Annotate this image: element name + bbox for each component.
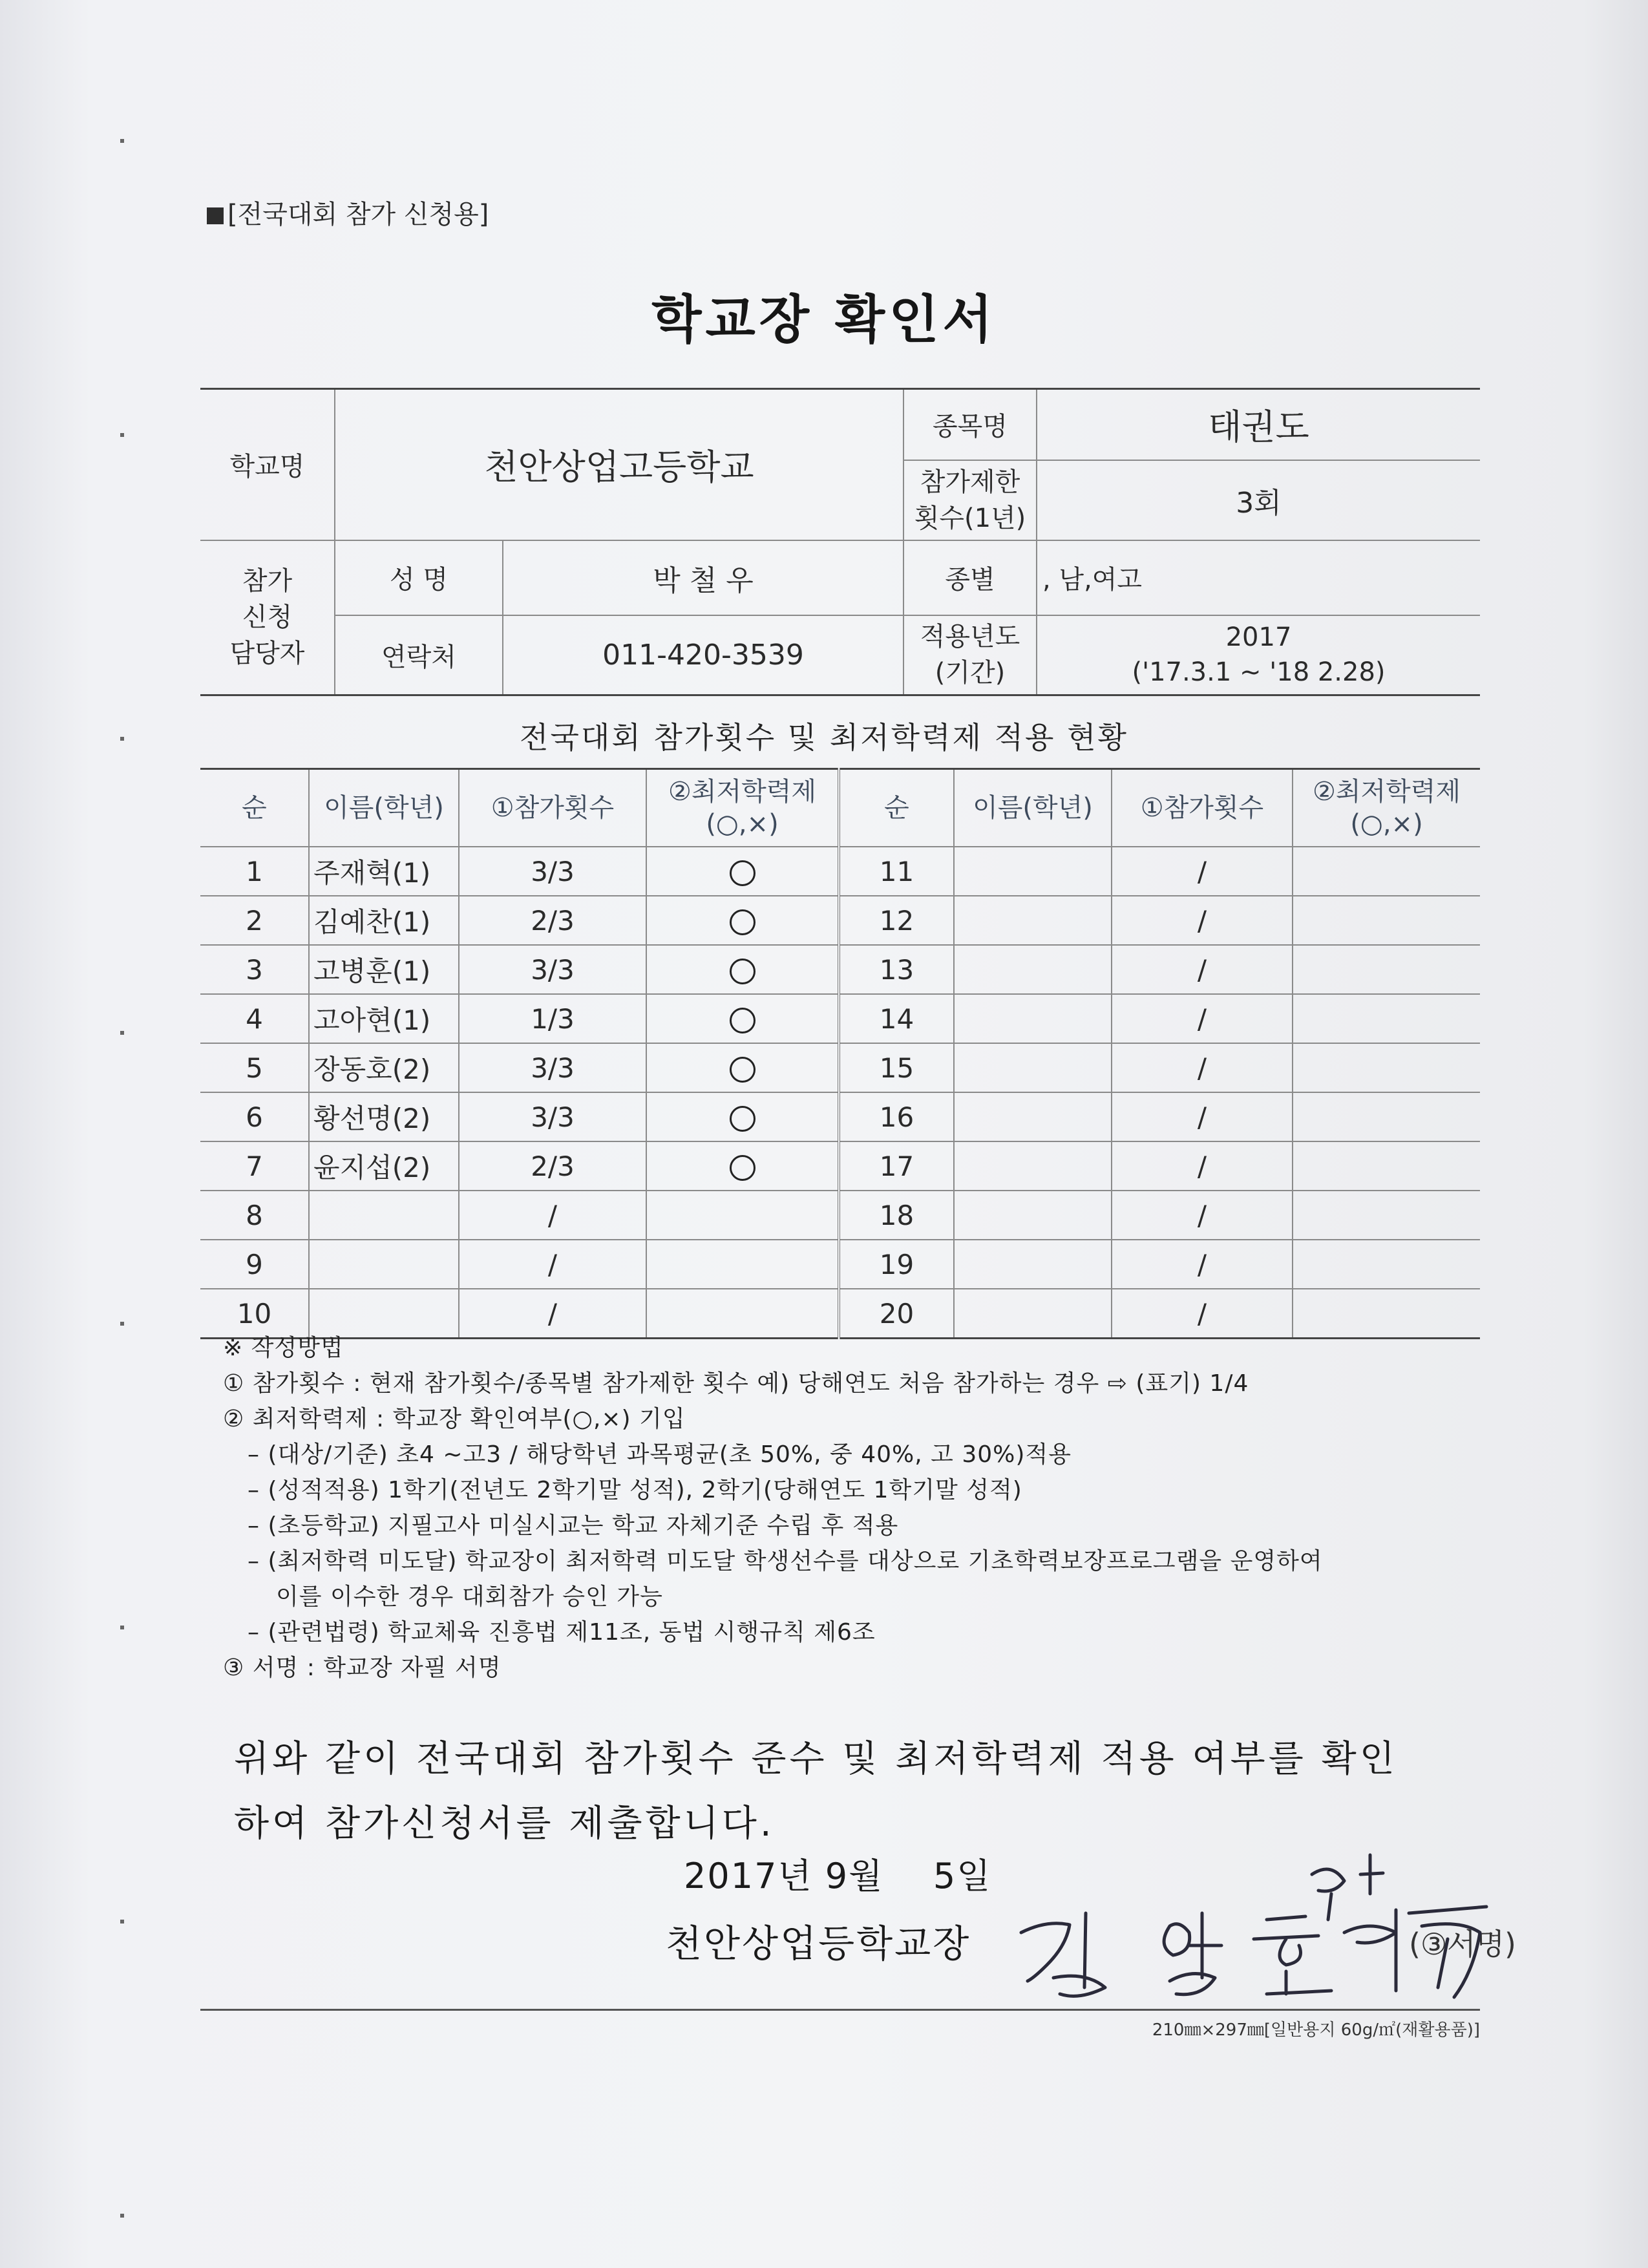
athlete-name — [954, 994, 1112, 1043]
square-bullet-icon — [207, 207, 224, 224]
instruction-line: ② 최저학력제 : 학교장 확인여부(○,×) 기입 — [223, 1406, 686, 1432]
period-label: 적용년도 (기간) — [903, 615, 1037, 695]
limit-label: 참가제한 횟수(1년) — [903, 460, 1037, 540]
min-academic-check — [1293, 994, 1480, 1043]
applicant-label: 참가 신청 담당자 — [200, 540, 335, 695]
scan-mark — [120, 1031, 124, 1035]
participation-count: 2/3 — [459, 1141, 646, 1191]
participation-count: / — [459, 1240, 646, 1289]
table-row — [200, 1043, 1480, 1092]
min-academic-check — [646, 1043, 839, 1092]
row-number: 2 — [200, 896, 309, 945]
participation-count: 1/3 — [459, 994, 646, 1043]
period-year: 2017 — [1225, 622, 1292, 653]
column-count-header: ①참가횟수 — [1112, 769, 1293, 847]
participation-count: 3/3 — [459, 847, 646, 896]
table-row — [200, 994, 1480, 1043]
declaration-line-2: 하여 참가신청서를 제출합니다. — [234, 1803, 775, 1845]
column-count-header: ①참가횟수 — [459, 769, 646, 847]
document-title: 학교장 확인서 — [651, 290, 997, 350]
scan-mark — [120, 433, 124, 437]
scan-mark — [120, 139, 124, 143]
row-number: 15 — [839, 1043, 954, 1092]
min-academic-check — [646, 994, 839, 1043]
principal-title: 천안상업등학교장 — [666, 1922, 971, 1966]
table-row — [200, 1092, 1480, 1141]
row-number: 17 — [839, 1141, 954, 1191]
table-row — [200, 896, 1480, 945]
athlete-name: 장동호(2) — [309, 1043, 459, 1092]
handwritten-signature — [1008, 1849, 1499, 2004]
row-number: 19 — [839, 1240, 954, 1289]
table-row — [200, 1141, 1480, 1191]
instruction-line: – (최저학력 미도달) 학교장이 최저학력 미도달 학생선수를 대상으로 기초학력보장프로그램을 운영하여 — [248, 1548, 1323, 1574]
school-label: 학교명 — [200, 389, 335, 540]
athlete-name — [954, 1092, 1112, 1141]
row-number: 18 — [839, 1191, 954, 1240]
column-min-academic-header: ②최저학력제 (○,×) — [1293, 769, 1480, 847]
row-number: 4 — [200, 994, 309, 1043]
min-academic-check — [646, 1191, 839, 1240]
participation-count: / — [1112, 1092, 1293, 1141]
circle-mark-icon — [730, 959, 755, 984]
min-academic-check — [646, 896, 839, 945]
instruction-line: ※ 작성방법 — [223, 1335, 344, 1361]
table-header-row — [200, 769, 1480, 847]
contact-value: 011-420-3539 — [503, 615, 903, 695]
name-label: 성 명 — [335, 540, 503, 615]
submission-date: 2017년 9월 5일 — [684, 1856, 992, 1896]
participation-count: / — [459, 1289, 646, 1339]
signature-label: (③서명) — [1409, 1927, 1517, 1962]
row-number: 14 — [839, 994, 954, 1043]
min-academic-check — [646, 1141, 839, 1191]
instruction-line: – (성적적용) 1학기(전년도 2학기말 성적), 2학기(당해연도 1학기말 성적) — [248, 1477, 1022, 1503]
min-academic-check — [1293, 1092, 1480, 1141]
athlete-name — [954, 1043, 1112, 1092]
athlete-name — [309, 1191, 459, 1240]
scan-mark — [120, 1626, 124, 1629]
section-title: 전국대회 참가횟수 및 최저학력제 적용 현황 — [520, 720, 1128, 755]
participation-count: / — [1112, 1240, 1293, 1289]
participation-count: / — [1112, 1289, 1293, 1339]
participation-count: / — [1112, 1141, 1293, 1191]
period-value — [1037, 615, 1480, 695]
min-academic-check — [646, 945, 839, 994]
name-value: 박 철 우 — [503, 540, 903, 615]
row-number: 5 — [200, 1043, 309, 1092]
instruction-line: – (대상/기준) 초4 ~고3 / 해당학년 과목평균(초 50%, 중 40%, 고 30%)적용 — [248, 1441, 1072, 1468]
row-number: 9 — [200, 1240, 309, 1289]
circle-mark-icon — [730, 1008, 755, 1033]
circle-mark-icon — [730, 909, 755, 935]
min-academic-check — [1293, 1043, 1480, 1092]
footer-divider — [200, 2009, 1480, 2011]
declaration — [234, 1727, 1398, 1856]
table-row — [200, 1191, 1480, 1240]
row-number: 6 — [200, 1092, 309, 1141]
participation-count: 3/3 — [459, 1043, 646, 1092]
participation-count: 2/3 — [459, 896, 646, 945]
min-academic-check — [1293, 1191, 1480, 1240]
athlete-name: 고병훈(1) — [309, 945, 459, 994]
scan-mark — [120, 1322, 124, 1326]
instruction-line: ① 참가횟수 : 현재 참가횟수/종목별 참가제한 횟수 예) 당해연도 처음 참가하는 경우 ⇨ (표기) 1/4 — [223, 1370, 1249, 1397]
row-number: 16 — [839, 1092, 954, 1141]
min-academic-check — [1293, 847, 1480, 896]
table-row — [200, 1240, 1480, 1289]
participation-count: / — [1112, 847, 1293, 896]
athlete-name — [954, 847, 1112, 896]
min-academic-check — [1293, 896, 1480, 945]
sport-value: 태권도 — [1037, 389, 1480, 460]
gender-value: , 남,여고 — [1037, 540, 1480, 615]
athlete-name: 윤지섭(2) — [309, 1141, 459, 1191]
row-number: 1 — [200, 847, 309, 896]
paper-spec: 210㎜×297㎜[일반용지 60g/㎡(재활용품)] — [1152, 2020, 1480, 2040]
circle-mark-icon — [730, 860, 755, 886]
column-no-header: 순 — [200, 769, 309, 847]
instruction-line: 이를 이수한 경우 대회참가 승인 가능 — [276, 1584, 663, 1610]
min-academic-check — [1293, 1141, 1480, 1191]
column-no-header: 순 — [839, 769, 954, 847]
participation-count: / — [1112, 896, 1293, 945]
participation-count: 3/3 — [459, 945, 646, 994]
declaration-line-1: 위와 같이 전국대회 참가횟수 준수 및 최저학력제 적용 여부를 확인 — [234, 1738, 1398, 1780]
gender-label: 종별 — [903, 540, 1037, 615]
info-table — [200, 388, 1480, 696]
row-number: 20 — [839, 1289, 954, 1339]
scan-mark — [120, 2214, 124, 2218]
table-row — [200, 847, 1480, 896]
column-name-header: 이름(학년) — [309, 769, 459, 847]
min-academic-check — [646, 1240, 839, 1289]
min-academic-check — [1293, 945, 1480, 994]
athlete-name: 고아현(1) — [309, 994, 459, 1043]
athlete-name — [954, 1141, 1112, 1191]
period-range: ('17.3.1 ~ '18 2.28) — [1132, 657, 1386, 688]
scan-mark — [120, 737, 124, 741]
instructions — [223, 1330, 1323, 1686]
min-academic-check — [646, 847, 839, 896]
athlete-name: 황선명(2) — [309, 1092, 459, 1141]
row-number: 7 — [200, 1141, 309, 1191]
row-number: 13 — [839, 945, 954, 994]
row-number: 10 — [200, 1289, 309, 1339]
scan-mark — [120, 1920, 124, 1924]
row-number: 3 — [200, 945, 309, 994]
column-min-academic-header: ②최저학력제 (○,×) — [646, 769, 839, 847]
athlete-name — [954, 1191, 1112, 1240]
athlete-name — [954, 1240, 1112, 1289]
participation-count: / — [1112, 1043, 1293, 1092]
status-table — [200, 768, 1480, 1339]
instruction-line: ③ 서명 : 학교장 자필 서명 — [223, 1655, 502, 1681]
form-category-label: [전국대회 참가 신청용] — [207, 194, 489, 231]
min-academic-check — [1293, 1240, 1480, 1289]
row-number: 11 — [839, 847, 954, 896]
athlete-name — [954, 945, 1112, 994]
row-number: 8 — [200, 1191, 309, 1240]
circle-mark-icon — [730, 1106, 755, 1132]
contact-label: 연락처 — [335, 615, 503, 695]
participation-count: / — [1112, 1191, 1293, 1240]
athlete-name: 주재혁(1) — [309, 847, 459, 896]
row-number: 12 — [839, 896, 954, 945]
table-row — [200, 945, 1480, 994]
participation-count: / — [1112, 945, 1293, 994]
athlete-name: 김예찬(1) — [309, 896, 459, 945]
circle-mark-icon — [730, 1057, 755, 1083]
min-academic-check — [646, 1092, 839, 1141]
school-value: 천안상업고등학교 — [335, 389, 903, 540]
participation-count: / — [459, 1191, 646, 1240]
instruction-line: – (초등학교) 지필고사 미실시교는 학교 자체기준 수립 후 적용 — [248, 1512, 899, 1539]
limit-value: 3회 — [1037, 460, 1480, 540]
column-name-header: 이름(학년) — [954, 769, 1112, 847]
participation-count: 3/3 — [459, 1092, 646, 1141]
participation-count: / — [1112, 994, 1293, 1043]
athlete-name — [309, 1240, 459, 1289]
athlete-name — [954, 896, 1112, 945]
sport-label: 종목명 — [903, 389, 1037, 460]
instruction-line: – (관련법령) 학교체육 진흥법 제11조, 동법 시행규칙 제6조 — [248, 1619, 876, 1646]
circle-mark-icon — [730, 1155, 755, 1181]
